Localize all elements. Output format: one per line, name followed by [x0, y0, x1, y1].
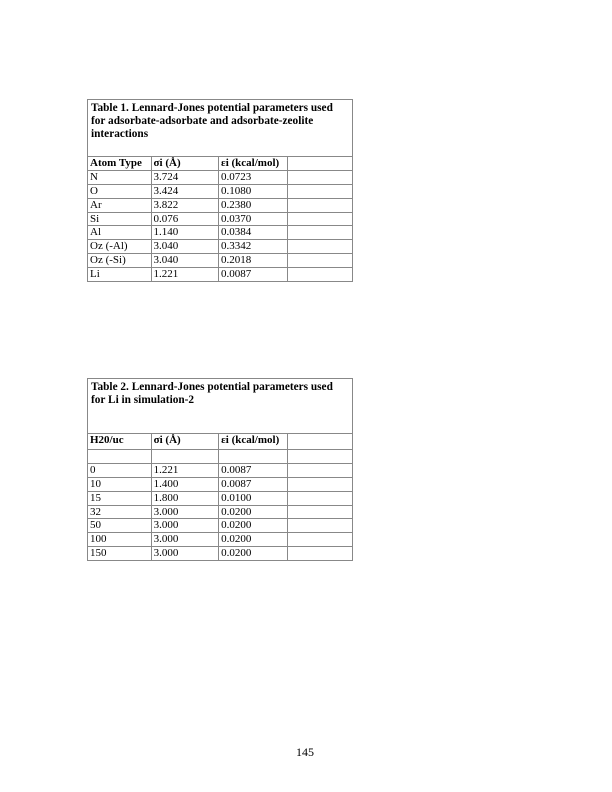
table-cell [287, 198, 352, 212]
table-cell: 3.822 [151, 198, 218, 212]
table-cell: 1.140 [151, 226, 218, 240]
table-row [88, 477, 353, 491]
table-row [88, 212, 353, 226]
table-cell [287, 547, 352, 561]
table-cell [287, 212, 352, 226]
table-row [88, 519, 353, 533]
table-cell: 3.724 [151, 170, 218, 184]
table-cell: Ar [88, 198, 152, 212]
table-cell [287, 533, 352, 547]
table-cell: 32 [88, 505, 152, 519]
header-cell: H20/uc [88, 434, 152, 450]
table-row [88, 268, 353, 282]
table-cell: 1.400 [151, 477, 218, 491]
table-cell: 1.221 [151, 463, 218, 477]
table-cell: Oz (-Al) [88, 240, 152, 254]
header-cell: σi (Å) [151, 157, 218, 171]
table-cell: 0 [88, 463, 152, 477]
table-cell: 0.2018 [219, 254, 288, 268]
table-cell: 3.000 [151, 533, 218, 547]
table-cell: 0.0087 [219, 268, 288, 282]
table-cell: 0.0370 [219, 212, 288, 226]
table-2-title: Table 2. Lennard-Jones potential parameters used for Li in simulation-2 [88, 379, 353, 434]
table-cell: 3.000 [151, 547, 218, 561]
table-cell [287, 519, 352, 533]
table-cell: N [88, 170, 152, 184]
table-cell: 0.0200 [219, 505, 288, 519]
table-cell: 0.0100 [219, 491, 288, 505]
table-cell: 3.424 [151, 184, 218, 198]
table-cell: 3.040 [151, 240, 218, 254]
table-row [88, 226, 353, 240]
table-cell: 0.0723 [219, 170, 288, 184]
table-cell [287, 254, 352, 268]
table-cell [287, 491, 352, 505]
table-cell: 0.076 [151, 212, 218, 226]
table-cell: 0.0087 [219, 463, 288, 477]
table-row [88, 184, 353, 198]
header-cell [287, 434, 352, 450]
table-cell: 3.000 [151, 519, 218, 533]
header-cell: εi (kcal/mol) [219, 157, 288, 171]
table-row [88, 491, 353, 505]
table-2-header [88, 434, 353, 450]
table-cell: Si [88, 212, 152, 226]
table-cell [287, 477, 352, 491]
table-row [88, 505, 353, 519]
table-row [88, 254, 353, 268]
table-cell: Li [88, 268, 152, 282]
table-cell: 10 [88, 477, 152, 491]
table-1 [87, 99, 353, 282]
table-cell: 3.040 [151, 254, 218, 268]
header-cell: Atom Type [88, 157, 152, 171]
table-row [88, 198, 353, 212]
table-2 [87, 378, 353, 561]
table-cell [287, 226, 352, 240]
table-row [88, 240, 353, 254]
table-cell [287, 184, 352, 198]
blank-row [88, 450, 353, 464]
table-cell: Oz (-Si) [88, 254, 152, 268]
table-cell [287, 463, 352, 477]
table-cell [287, 240, 352, 254]
table-row [88, 533, 353, 547]
table-cell: O [88, 184, 152, 198]
table-1-header [88, 157, 353, 171]
table-cell [287, 505, 352, 519]
table-row [88, 547, 353, 561]
table-cell: 3.000 [151, 505, 218, 519]
table-1-title: Table 1. Lennard-Jones potential parameters used for adsorbate-adsorbate and adsorbate-zeolite interactions [88, 100, 353, 157]
table-cell [287, 268, 352, 282]
table-cell: 0.3342 [219, 240, 288, 254]
table-cell: 100 [88, 533, 152, 547]
table-cell: 0.0384 [219, 226, 288, 240]
table-cell: 0.1080 [219, 184, 288, 198]
table-cell: 1.221 [151, 268, 218, 282]
table-cell: 0.2380 [219, 198, 288, 212]
table-cell [287, 170, 352, 184]
table-row [88, 463, 353, 477]
header-cell: εi (kcal/mol) [219, 434, 288, 450]
table-cell: 15 [88, 491, 152, 505]
table-cell: Al [88, 226, 152, 240]
table-row [88, 170, 353, 184]
table-cell: 0.0087 [219, 477, 288, 491]
table-cell: 150 [88, 547, 152, 561]
table-cell: 0.0200 [219, 533, 288, 547]
table-cell: 50 [88, 519, 152, 533]
table-cell: 0.0200 [219, 547, 288, 561]
header-cell [287, 157, 352, 171]
table-cell: 0.0200 [219, 519, 288, 533]
page-number: 145 [296, 745, 314, 759]
table-cell: 1.800 [151, 491, 218, 505]
header-cell: σi (Å) [151, 434, 218, 450]
